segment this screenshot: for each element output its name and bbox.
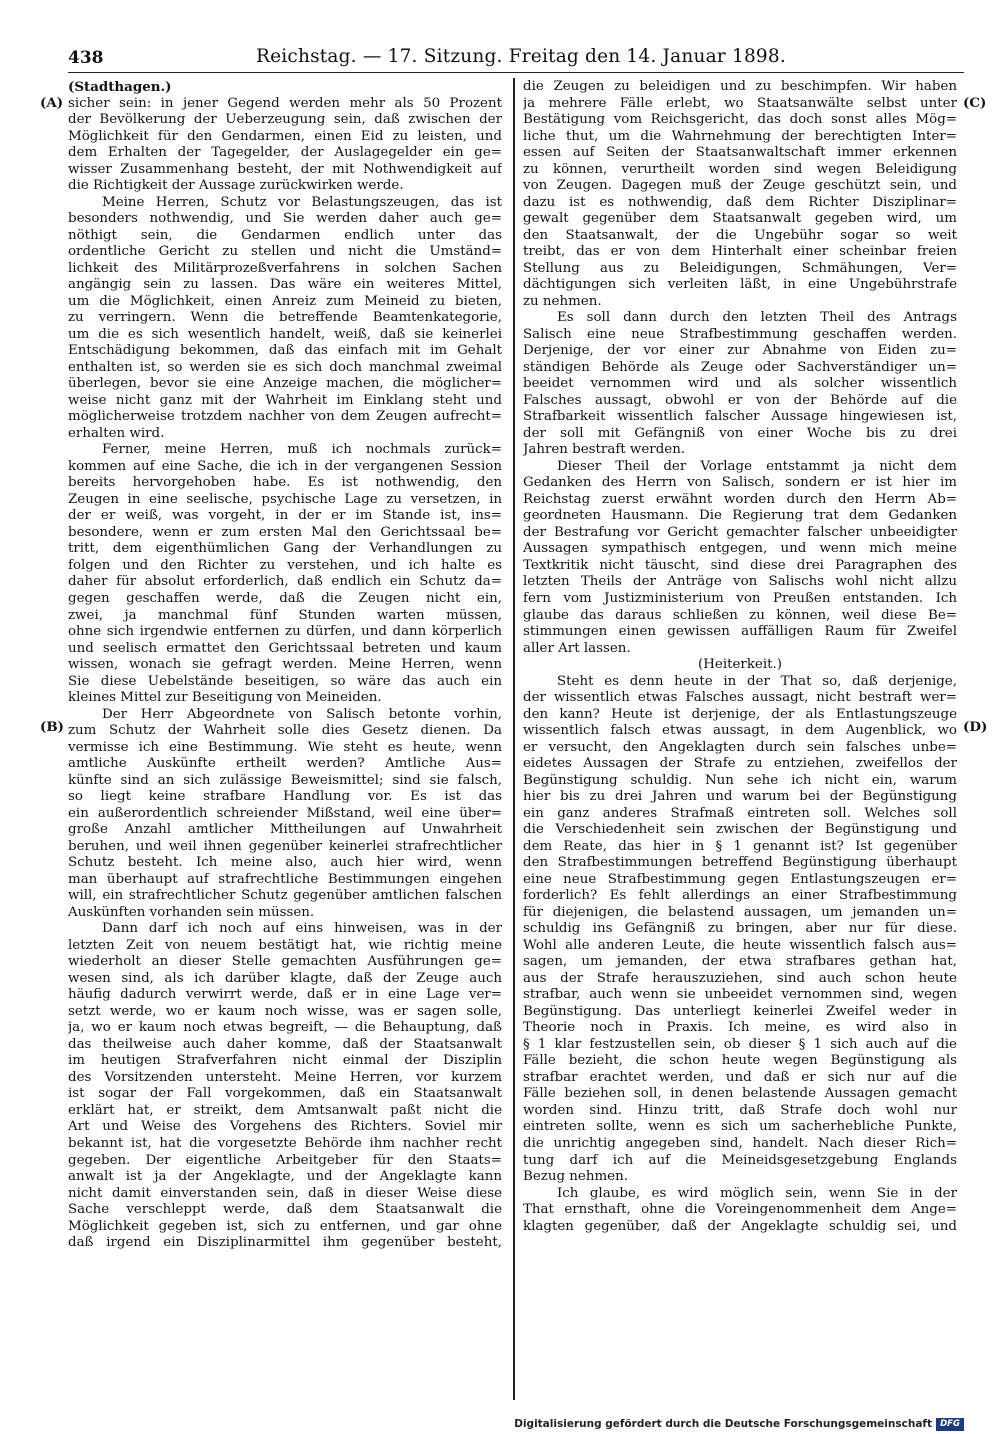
text-line: § 1 klar festzustellen sein, ob dieser § 1 sich auch auf die <box>523 1036 957 1052</box>
text-line: Theorie noch in Praxis. Ich meine, es wird also in <box>523 1020 957 1036</box>
text-line: schuldig ins Gefängniß zu bringen, aber nur für diese. <box>523 921 957 937</box>
text-line: um die es sich wesentlich handelt, weiß, daß sie keinerlei <box>68 326 502 342</box>
text-line: wissentlich falsch etwas aussagt, in dem Augenblick, wo <box>523 723 957 739</box>
text-line: Gedanken des Herrn von Salisch, sondern er ist hier im <box>523 475 957 491</box>
text-line: ein außerordentlich schreiender Mißstand, weil eine über= <box>68 805 502 821</box>
text-line: Derjenige, der vor einer zur Abnahme von Eiden zu= <box>523 343 957 359</box>
text-line: beeidet vernommen wird und als solcher wissentlich <box>523 376 957 392</box>
text-line: ein ganz anderes Strafmaß eintreten soll. Welches soll <box>523 805 957 821</box>
text-line: so liegt keine strafbare Handlung vor. Es ist das <box>68 789 502 805</box>
text-line: fern vom Justizministerium von Preußen entstanden. Ich <box>523 590 957 606</box>
text-line: enthalten ist, so werden sie es sich doch manchmal zweimal <box>68 359 502 375</box>
text-line: Fälle bezieht, die schon heute wegen Begünstigung als <box>523 1053 957 1069</box>
text-line: überlegen, bevor sie eine Anzeige machen, die möglicher= <box>68 376 502 392</box>
text-line: dächtigungen sich verleiten läßt, in eine Ungebührstrafe <box>523 277 957 293</box>
text-line: bekannt ist, hat die vorgesetzte Behörde ihm nachher recht <box>68 1136 502 1151</box>
running-head: Reichstag. — 17. Sitzung. Freitag den 14. Januar 1898. <box>256 46 786 67</box>
text-line: dazu ist es nothwendig, daß dem Richter Disziplinar= <box>523 194 957 210</box>
text-line: bereits hervorgehoben habe. Es ist nothwendig, den <box>68 475 502 491</box>
text-line: (Heiterkeit.) <box>698 657 782 673</box>
text-line: worden sind. Hinzu tritt, daß Strafe doch wohl nur <box>523 1102 957 1118</box>
text-line: klagten gegenüber, daß der Angeklagte schuldig sei, und <box>523 1218 957 1234</box>
text-line: kommen auf eine Sache, die ich in der vergangenen Session <box>68 458 502 474</box>
text-line: liche thut, um die Wahrnehmung der berechtigten Inter= <box>523 128 957 144</box>
text-line: beruhen, und weil ihnen gegenüber keinerlei strafrechtlicher <box>68 838 502 854</box>
text-line: geordneten Hausmann. Die Regierung trat dem Gedanken <box>523 508 957 524</box>
text-line: kleines Mittel zur Beseitigung von Meineiden. <box>68 690 382 706</box>
text-line: das theilweise auch daher komme, daß der Staatsanwalt <box>68 1036 502 1052</box>
text-line: ja mehrere Fälle erlebt, wo Staatsanwälte selbst unter <box>523 95 957 111</box>
text-line: aus der Strafe herauszuziehen, sind auch schon heute <box>523 970 957 986</box>
text-line: lichkeit des Militärprozeßverfahrens in solchen Sachen <box>68 260 502 276</box>
text-line: Salisch eine neue Strafbestimmung geschaffen werden. <box>523 326 957 342</box>
text-line: Schutz besteht. Ich meine also, auch hier wird, wenn <box>68 855 502 871</box>
text-line: Strafbarkeit wissentlich falscher Aussage hingewiesen ist, <box>523 409 957 425</box>
footer <box>514 1416 964 1432</box>
text-line: letzten Zeit von neuem bestätigt hat, wie richtig meine <box>68 937 502 953</box>
text-line: nicht damit einverstanden sein, daß in dieser Weise diese <box>68 1185 502 1201</box>
text-line: Entschädigung bekommen, daß das einfach mit im Gehalt <box>68 343 502 359</box>
text-line: für diejenigen, die belastend aussagen, um jemanden un= <box>523 904 957 920</box>
text-line: folgen und den Richter zu verstehen, und ich halte es <box>68 557 502 573</box>
text-line: (Stadthagen.) <box>68 79 172 95</box>
text-line: eidetes Aussagen der Strafe zu entziehen, zweifellos der <box>523 756 957 772</box>
text-line: daher für absolut erforderlich, daß endlich ein Schutz da= <box>68 574 502 590</box>
text-line: gegeben. Der eigentliche Arbeitgeber für den Staats= <box>68 1152 502 1168</box>
text-line: will, ein strafrechtlicher Schutz gegenüber amtlichen falschen <box>68 888 502 904</box>
text-line: zu nehmen. <box>523 293 602 309</box>
text-line: anwalt ist ja der Angeklagte, und der Angeklagte kann <box>68 1169 502 1185</box>
text-line: Dieser Theil der Vorlage entstammt ja nicht dem <box>557 458 957 474</box>
margin-marker-b: (B) <box>40 719 64 735</box>
text-line: Stellung aus zu Beleidigungen, Schmähungen, Ver= <box>523 260 957 276</box>
text-line: Begünstigung. Das unterliegt keinerlei Zweifel weder in <box>523 1003 957 1019</box>
margin-marker-a: (A) <box>40 95 64 111</box>
text-line: Sie diese Uebelstände beseitigen, so wäre das auch ein <box>68 673 502 689</box>
text-line: er versucht, den Angeklagten durch sein falsches unbe= <box>523 739 957 755</box>
text-line: daß irgend ein Disziplinarmittel ihm gegenüber besteht, <box>68 1235 502 1251</box>
text-line: Steht es denn heute in der That so, daß derjenige, <box>557 673 957 689</box>
text-line: forderlich? Es fehlt allerdings an einer Strafbestimmung <box>523 888 957 904</box>
text-line: den kann? Heute ist derjenige, der als Entlastungszeuge <box>523 706 957 722</box>
margin-marker-c: (C) <box>963 95 987 111</box>
text-line: wisser Zusammenhang besteht, der mit Nothwendigkeit auf <box>68 161 502 177</box>
text-line: man überhaupt auf strafrechtliche Bestimmungen eingehen <box>68 871 502 887</box>
text-line: ohne sich irgendwie entfernen zu dürfen, und dann körperlich <box>68 624 502 640</box>
text-line: möglicherweise trotzdem nachher von dem Zeugen aufrecht= <box>68 409 502 425</box>
text-line: dem Erhalten der Tagegelder, der Auslagegelder ein ge= <box>68 145 502 161</box>
text-line: zum Schutz der Wahrheit solle dies Gesetz dienen. Da <box>68 723 502 739</box>
text-line: tritt, dem eigenthümlichen Gang der Verhandlungen zu <box>68 541 502 557</box>
text-line: ständigen Behörde als Zeuge oder Sachverständiger un= <box>523 359 957 375</box>
text-line: Der Herr Abgeordnete von Salisch betonte vorhin, <box>102 706 502 722</box>
text-line: die Richtigkeit der Aussage zurückwirken werde. <box>68 178 404 194</box>
text-line: treibt, das er von dem Hinterhalt einer scheinbar freien <box>523 244 957 260</box>
text-line: der Bevölkerung der Ueberzeugung sein, daß zwischen der <box>68 112 502 128</box>
text-line: und seelisch ermattet den Gerichtssaal betreten und kaum <box>68 640 502 656</box>
text-line: strafbar, auch wenn sie unbeeidet vernommen sind, wegen <box>523 987 957 1003</box>
page-number: 438 <box>68 48 104 68</box>
text-line: große Anzahl amtlicher Mittheilungen auf Unwahrheit <box>68 822 502 838</box>
text-line: Reichstag zuerst erwähnt worden durch den Herrn Ab= <box>523 491 957 507</box>
text-line: Aussagen sympathisch entgegen, und wenn mich meine <box>523 541 957 557</box>
text-line: häufig dadurch verwirrt werde, daß er in eine Lage ver= <box>68 987 502 1003</box>
text-line: den Strafbestimmungen betreffend Begünstigung überhaupt <box>523 855 957 871</box>
text-line: um die Möglichkeit, einen Anreiz zum Meineid zu bieten, <box>68 293 502 309</box>
text-line: zu können, verurtheilt worden sind wegen Beleidigung <box>523 161 957 177</box>
text-line: des Vorsitzenden untersteht. Meine Herren, vor kurzem <box>68 1069 502 1085</box>
column-divider <box>513 78 515 1400</box>
text-line: Ferner, meine Herren, muß ich nochmals zurück= <box>102 442 502 458</box>
text-line: amtliche Auskünfte ertheilt werden? Amtliche Aus= <box>68 756 502 772</box>
text-line: Textkritik nicht täuscht, sind diese drei Paragraphen des <box>523 557 957 573</box>
text-line: ja, wo er kaum noch etwas begreift, — die Behauptung, daß <box>68 1020 502 1036</box>
text-line: essen auf Seiten der Staatsanwaltschaft immer erkennen <box>523 145 957 161</box>
text-line: Falsches aussagt, obwohl er von der Behörde auf die <box>523 392 957 408</box>
text-line: der Bestrafung vor Gericht gemachter falscher unbeeidigter <box>523 524 957 540</box>
text-line: die unrichtig angegeben sind, handelt. Nach dieser Rich= <box>523 1136 957 1151</box>
text-line: gegen geschaffen werde, daß die Zeugen nicht ein, <box>68 590 502 606</box>
text-line: wissen, wonach sie gefragt werden. Meine Herren, wenn <box>68 657 502 673</box>
text-line: letzten Theils der Anträge von Salischs wohl nicht allzu <box>523 574 957 590</box>
footer-credit: Digitalisierung gefördert durch die Deutsche Forschungsgemeinschaft <box>514 1418 932 1430</box>
text-line: eine neue Strafbestimmung gegen Entlastungszeugen er= <box>523 871 957 887</box>
text-line: im heutigen Strafverfahren nicht einmal der Disziplin <box>68 1053 502 1069</box>
text-line: sicher sein: in jener Gegend werden mehr als 50 Prozent <box>68 95 502 111</box>
text-line: besondere, wenn er zum ersten Mal den Gerichtssaal be= <box>68 524 502 540</box>
text-line: wiederholt an dieser Stelle gemachten Ausführungen ge= <box>68 954 502 970</box>
text-line: die Zeugen zu beleidigen und zu beschimpfen. Wir haben <box>523 79 957 94</box>
text-line: wesen sind, als ich darüber klagte, daß der Zeuge auch <box>68 970 502 986</box>
text-line: setzt werde, wo er kaum noch wisse, was er sagen solle, <box>68 1003 502 1019</box>
text-line: stimmungen einen gewissen auffälligen Raum für Zweifel <box>523 624 957 640</box>
text-line: Auskünften vorhanden sein müssen. <box>68 904 315 920</box>
page-header <box>68 46 964 73</box>
text-line: Wohl alle anderen Leute, die heute wissentlich falsch aus= <box>523 937 957 953</box>
text-line: Jahren bestraft werden. <box>523 442 686 458</box>
text-line: Bestätigung vom Reichsgericht, das doch sonst alles Mög= <box>523 112 957 128</box>
text-line: Sache verschleppt werde, daß dem Staatsanwalt die <box>68 1202 502 1218</box>
text-line: Bezug nehmen. <box>523 1169 628 1185</box>
text-line: Dann darf ich noch auf eins hinweisen, was in der <box>102 921 502 937</box>
text-line: strafbar erachtet werden, und daß er sich nur auf die <box>523 1069 957 1085</box>
text-line: angängig sein zu lassen. Das wäre ein weiteres Mittel, <box>68 277 502 293</box>
text-line: den Staatsanwalt, der die Ungebühr sogar so weit <box>523 227 957 243</box>
text-line: weise nicht ganz mit der Wahrheit im Einklang steht und <box>68 392 502 408</box>
left-column <box>68 79 502 1252</box>
text-line: glaube das daraus schließen zu können, weil diese Be= <box>523 607 957 623</box>
text-line: hier bis zu drei Jahren und warum bei der Begünstigung <box>523 789 957 805</box>
text-line: Ich glaube, es wird möglich sein, wenn Sie in der <box>557 1185 957 1201</box>
text-line: ordentliche Gericht zu stellen und nicht die Umständ= <box>68 244 502 260</box>
text-line: nöthigt sein, die Gendarmen endlich unter das <box>68 227 502 243</box>
text-line: von Zeugen. Dagegen muß der Zeuge geschützt sein, und <box>523 178 957 194</box>
text-line: Meine Herren, Schutz vor Belastungszeugen, das ist <box>102 194 502 210</box>
text-line: zwei, ja manchmal fünf Stunden warten müssen, <box>68 607 502 623</box>
text-line: besonders nothwendig, und Sie werden daher auch ge= <box>68 211 502 227</box>
text-line: die Verschiedenheit sein zwischen der Begünstigung und <box>523 822 957 838</box>
text-line: sagen, um jemanden, der etwa strafbares gethan hat, <box>523 954 957 970</box>
text-line: erklärt hat, er streikt, dem Amtsanwalt paßt nicht die <box>68 1102 502 1118</box>
text-line: der wissentlich etwas Falsches aussagt, nicht bestraft wer= <box>523 690 957 706</box>
text-line: Möglichkeit gegeben ist, sich zu entfernen, und gar ohne <box>68 1218 502 1234</box>
text-line: tung darf ich auf die Meineidsgesetzgebung Englands <box>523 1152 957 1168</box>
text-line: künfte sind an sich zulässige Beweismittel; sind sie falsch, <box>68 772 502 788</box>
text-line: Zeugen in eine seelische, psychische Lage zu versetzen, in <box>68 491 502 507</box>
text-line: Fälle beziehen soll, in denen belastende Aussagen gemacht <box>523 1086 957 1102</box>
text-line: gewalt gegenüber dem Staatsanwalt gegeben wird, um <box>523 211 957 227</box>
text-line: der soll mit Gefängniß von einer Woche bis zu drei <box>523 425 957 441</box>
text-line: erhalten wird. <box>68 425 165 441</box>
text-line: dem Reate, das hier in § 1 genannt ist? Ist gegenüber <box>523 838 957 854</box>
margin-marker-d: (D) <box>963 719 988 735</box>
right-column <box>523 79 957 1235</box>
text-line: der er weiß, was vorgeht, in der er im Stande ist, ins= <box>68 508 502 524</box>
text-line: aller Art lassen. <box>523 640 631 656</box>
text-line: eintreten sollte, wenn es sich um sacherhebliche Punkte, <box>523 1119 957 1135</box>
text-line: Art und Weise des Vorgehens des Richters. Soviel mir <box>68 1119 502 1135</box>
text-line: ist sogar der Fall vorgekommen, daß ein Staatsanwalt <box>68 1086 502 1102</box>
dfg-logo-icon: DFG <box>936 1418 964 1431</box>
text-line: zu verringern. Wenn die betreffende Beamtenkategorie, <box>68 310 502 326</box>
text-line: Es soll dann durch den letzten Theil des Antrags <box>557 310 957 326</box>
text-line: That ernsthaft, ohne die Voreingenommenheit dem Ange= <box>523 1202 957 1218</box>
text-line: Begünstigung schuldig. Nun sehe ich nicht ein, warum <box>523 772 957 788</box>
text-line: Möglichkeit für den Gendarmen, einen Eid zu leisten, und <box>68 128 502 144</box>
text-line: vermisse ich eine Bestimmung. Wie steht es heute, wenn <box>68 739 502 755</box>
